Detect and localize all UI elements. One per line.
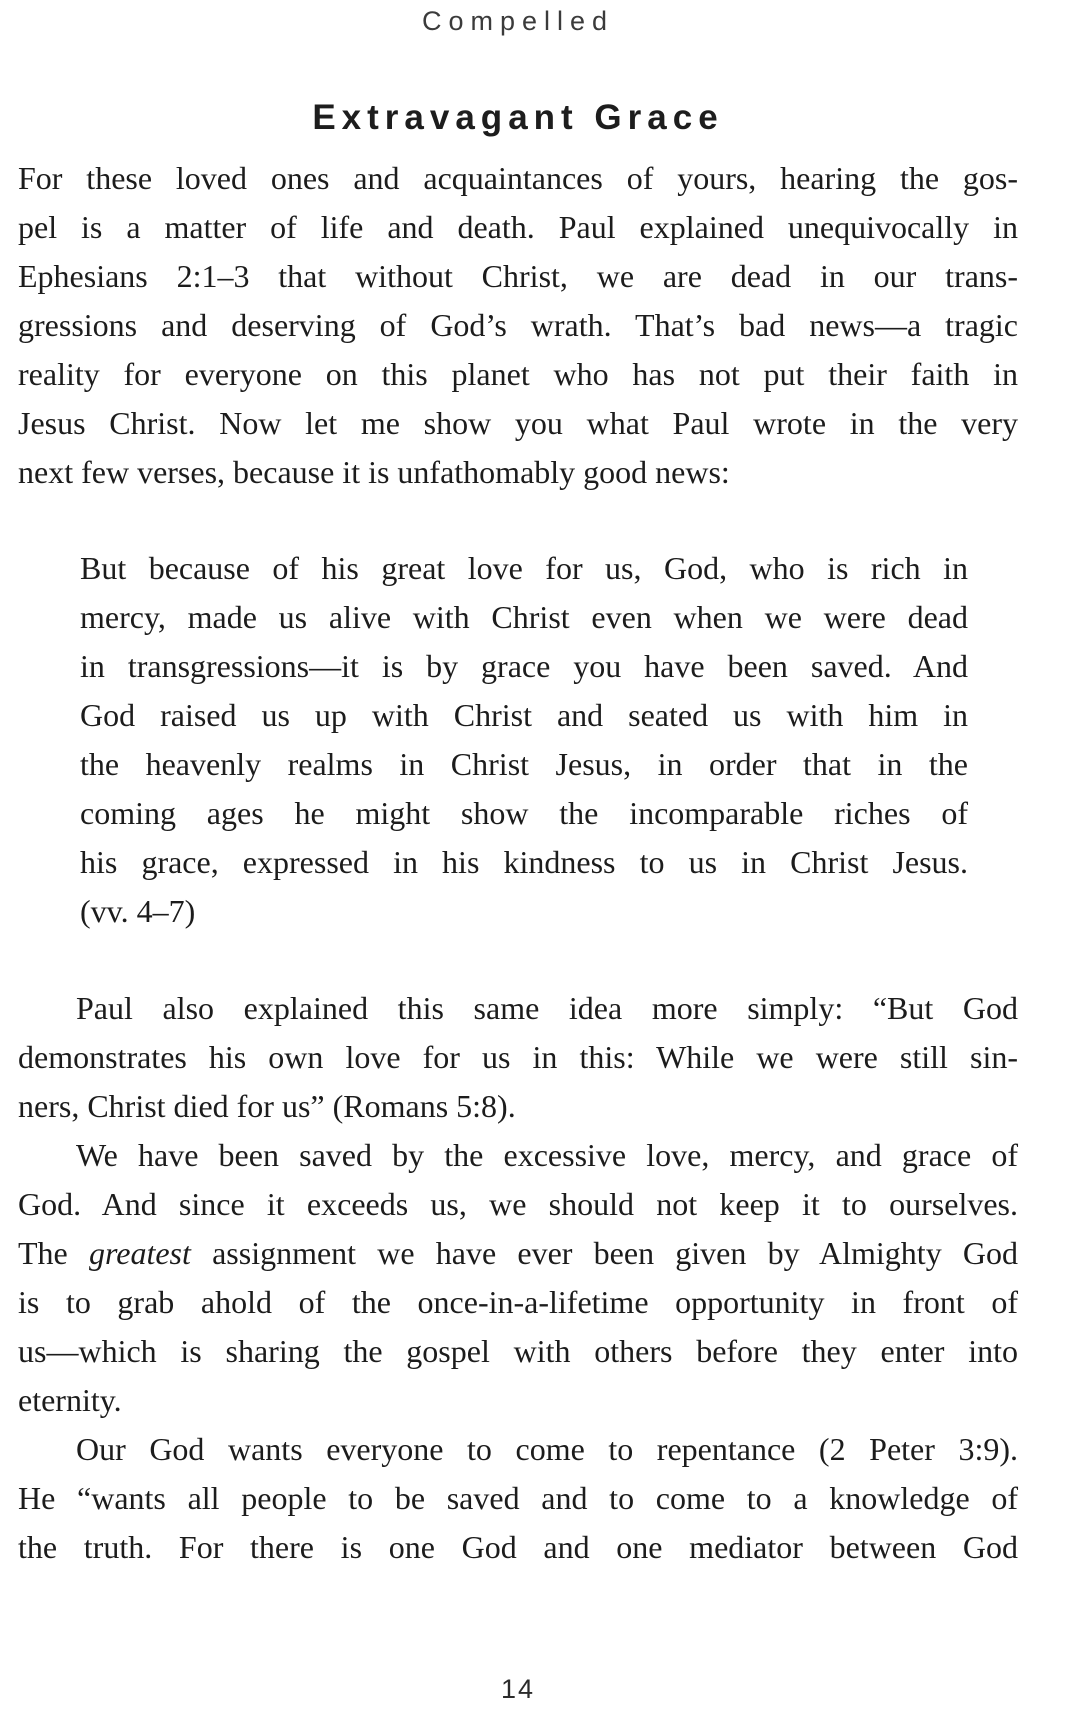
text-line: eternity.	[18, 1382, 122, 1418]
text-segment: The	[18, 1235, 89, 1271]
paragraph	[18, 984, 1018, 1131]
body-text	[18, 154, 1018, 1572]
text-line: Our God wants everyone to come to repentance (2 Peter 3:9).	[76, 1431, 1018, 1467]
text-segment: assignment we have ever been given by Almighty God	[190, 1235, 1019, 1271]
text-line: demonstrates his own love for us in this: While we were still sin-	[18, 1039, 1018, 1075]
block-quote	[80, 544, 968, 936]
text-line: He “wants all people to be saved and to come to a knowledge of	[18, 1480, 1018, 1516]
text-line: next few verses, because it is unfathomably good news:	[18, 454, 730, 490]
text-line: pel is a matter of life and death. Paul explained unequivocally in	[18, 209, 1018, 245]
quote-line: his grace, expressed in his kindness to us in Christ Jesus.	[80, 844, 968, 880]
emphasis-word: greatest	[88, 1235, 191, 1271]
quote-line: But because of his great love for us, God, who is rich in	[80, 550, 968, 586]
quote-line: mercy, made us alive with Christ even when we were dead	[80, 599, 968, 635]
section-title: Extravagant Grace	[312, 98, 724, 137]
text-line: reality for everyone on this planet who has not put their faith in	[18, 356, 1018, 392]
text-line: God. And since it exceeds us, we should not keep it to ourselves.	[18, 1186, 1018, 1222]
text-line: We have been saved by the excessive love, mercy, and grace of	[76, 1137, 1018, 1173]
quote-line: God raised us up with Christ and seated us with him in	[80, 697, 968, 733]
text-line: ners, Christ died for us” (Romans 5:8).	[18, 1088, 516, 1124]
text-line: Paul also explained this same idea more simply: “But God	[76, 990, 1018, 1026]
text-line: Ephesians 2:1–3 that without Christ, we are dead in our trans-	[18, 258, 1018, 294]
text-line: is to grab ahold of the once-in-a-lifetime opportunity in front of	[18, 1284, 1018, 1320]
quote-line: the heavenly realms in Christ Jesus, in order that in the	[80, 746, 968, 782]
quote-line: in transgressions—it is by grace you have been saved. And	[80, 648, 968, 684]
page-number: 14	[500, 1674, 536, 1704]
text-line: the truth. For there is one God and one mediator between God	[18, 1529, 1018, 1565]
quote-line: coming ages he might show the incomparable riches of	[80, 795, 968, 831]
text-line: gressions and deserving of God’s wrath. That’s bad news—a tragic	[18, 307, 1018, 343]
paragraph	[18, 154, 1018, 497]
text-line	[18, 1229, 1018, 1278]
text-line: us—which is sharing the gospel with others before they enter into	[18, 1333, 1018, 1369]
verse-reference: (vv. 4–7)	[80, 893, 196, 929]
paragraph	[18, 1131, 1018, 1425]
text-line: For these loved ones and acquaintances of yours, hearing the gos-	[18, 160, 1018, 196]
text-line: Jesus Christ. Now let me show you what Paul wrote in the very	[18, 405, 1018, 441]
running-head: Compelled	[421, 6, 615, 36]
paragraph	[18, 1425, 1018, 1572]
